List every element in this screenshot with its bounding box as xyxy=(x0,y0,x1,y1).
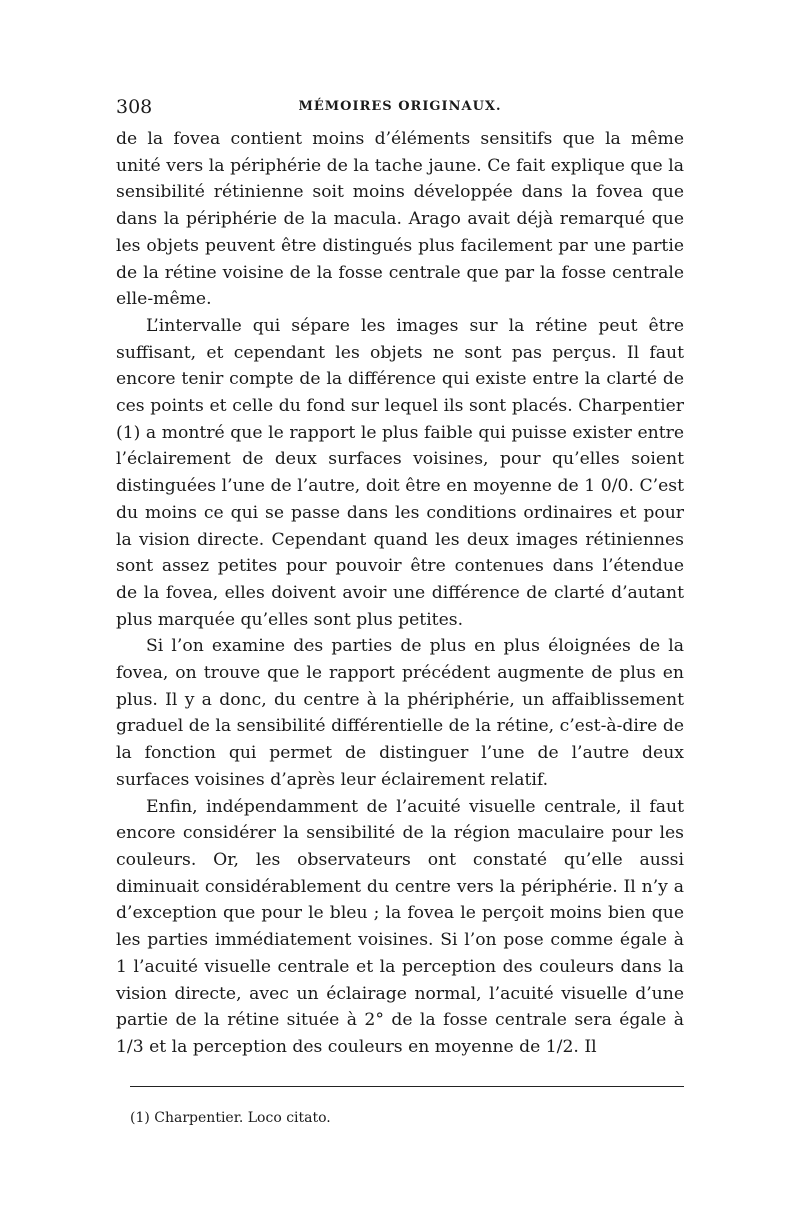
page-number: 308 xyxy=(116,96,153,118)
page xyxy=(116,96,684,1061)
header-title: MÉMOIRES ORIGINAUX. xyxy=(298,99,502,114)
footnote-rule xyxy=(130,1086,684,1087)
body-text xyxy=(116,126,684,1061)
paragraph-3: Si l’on examine des parties de plus en plus éloignées de la fovea, on trouve que le rapport précédent augmente de plus en plus. Il y a donc, du centre à la phériphérie, un affaiblissement graduel de la sensibilité différentielle de la rétine, c’est-à-dire de la fonction qui permet de distinguer l’une de l’autre deux surfaces voisines d’après leur éclairement relatif. xyxy=(116,636,684,790)
paragraph-2: L’intervalle qui sépare les images sur la rétine peut être suffisant, et cependant les objets ne sont pas perçus. Il faut encore tenir compte de la différence qui existe entre la clarté de ces points et celle du fond sur lequel ils sont placés. Charpentier (1) a montré que le rapport le plus faible qui puisse exister entre l’éclairement de deux surfaces voisines, pour qu’elles soient distinguées l’une de l’autre, doit être en moyenne de 1 0/0. C’est du moins ce qui se passe dans les conditions ordinaires et pour la vision directe. Cependant quand les deux images rétiniennes sont assez petites pour pouvoir être contenues dans l’étendue de la fovea, elles doivent avoir une différence de clarté d’autant plus marquée qu’elles sont plus petites. xyxy=(116,315,684,630)
running-head xyxy=(116,96,684,126)
paragraph-1: de la fovea contient moins d’éléments sensitifs que la même unité vers la périphérie de la tache jaune. Ce fait explique que la sensibilité rétinienne soit moins développée dans la fovea que dans la périphérie de la macula. Arago avait déjà remarqué que les objets peuvent être distingués plus facilement par une partie de la rétine voisine de la fosse centrale que par la fosse centrale elle-même. xyxy=(116,129,684,310)
paragraph-4: Enfin, indépendamment de l’acuité visuelle centrale, il faut encore considérer la sensibilité de la région maculaire pour les couleurs. Or, les observateurs ont constaté qu’elle aussi diminuait considérablement du centre vers la périphérie. Il n’y a d’exception que pour le bleu ; la fovea le perçoit moins bien que les parties immédiatement voisines. Si l’on pose comme égale à 1 l’acuité visuelle centrale et la perception des couleurs dans la vision directe, avec un éclairage normal, l’acuité visuelle d’une partie de la rétine située à 2° de la fosse centrale sera égale à 1/3 et la perception des couleurs en moyenne de 1/2. Il xyxy=(116,796,684,1057)
footnote: (1) Charpentier. Loco citato. xyxy=(130,1110,331,1126)
